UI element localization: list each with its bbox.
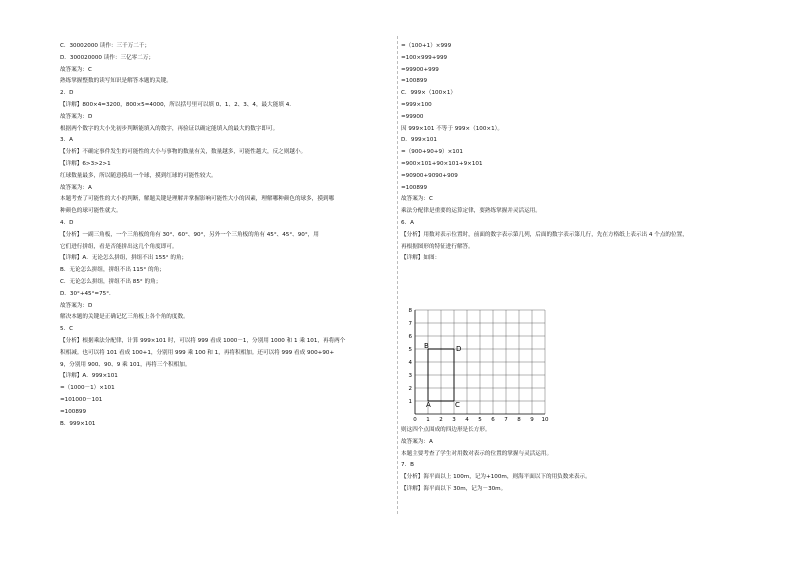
left-column-line: 2．D — [60, 90, 74, 97]
right-column-bottom-line: 【分析】海平面以上 100m，记为+100m，则海平面以下的用负数来表示。 — [401, 474, 591, 481]
y-tick-label: 1 — [408, 399, 412, 405]
left-column-line: 5．C — [60, 326, 74, 333]
left-column-line: 4．D — [60, 220, 74, 226]
x-tick-label: 5 — [478, 417, 482, 423]
right-column-bottom-line: 故答案为：A — [401, 438, 433, 445]
right-column-top-line: 6．A — [401, 220, 414, 226]
left-column-line: 【分析】根据乘法分配律，计算 999×101 时，可以将 999 看成 1000－1，分别用 1000 和 1 乘 101，再将两个 — [60, 338, 346, 344]
left-column-line: 熟练掌握整数的读写知识是解答本题的关键。 — [60, 78, 172, 85]
right-column-bottom-line: 7．B — [401, 462, 414, 469]
y-tick-label: 8 — [408, 308, 412, 314]
right-column-top-line: 【分析】用数对表示位置时，前面的数字表示第几列，后面的数字表示第几行，先在方格纸上表示出 4 个点的位置， — [401, 231, 688, 238]
left-column-line: 3．A — [60, 137, 73, 144]
right-column-top-line: 因 999×101 不等于 999×（100×1）。 — [401, 125, 504, 132]
right-column-top-line: =999×100 — [401, 102, 432, 108]
left-column-line: C．30002000 读作：三千万二千； — [60, 43, 151, 49]
column-divider — [397, 36, 398, 514]
right-column-bottom-line: 本题主要考查了学生对用数对表示的位置的掌握与灵活运用。 — [401, 450, 553, 457]
left-column-line: =（1000－1）×101 — [60, 385, 115, 392]
right-column-top-line: 故答案为：C — [401, 196, 433, 203]
right-column-top-line: =（100+1）×999 — [401, 43, 452, 49]
y-tick-label: 5 — [408, 347, 412, 353]
right-column-top-line: C．999×（100×1） — [401, 90, 456, 97]
left-column-line: =101000－101 — [60, 397, 103, 403]
right-column-top-line: =100×999+999 — [401, 54, 448, 61]
y-tick-label: 4 — [408, 360, 412, 366]
coordinate-grid-figure — [401, 304, 551, 428]
right-column-top-line: =900×101+90×101+9×101 — [401, 161, 483, 167]
left-column-line: 【详解】6>3>2>1 — [60, 161, 111, 167]
point-label-a: A — [426, 401, 431, 409]
x-tick-label: 2 — [439, 417, 443, 423]
y-tick-label: 7 — [408, 321, 412, 327]
right-column-top-line: =90900+9090+909 — [401, 172, 458, 179]
y-tick-label: 2 — [408, 386, 412, 392]
left-column-line: D．300020000 读作：三亿零二万； — [60, 54, 155, 61]
right-column-bottom-line: 【详解】海平面以下 30m，记为－30m。 — [401, 486, 507, 492]
left-column-line: 【详解】A．999×101 — [60, 373, 118, 380]
left-column-line: 故答案为：A — [60, 184, 92, 191]
left-column-line: 故答案为：C — [60, 66, 92, 73]
left-column-line: 红球数量最多，所以随意摸出一个球，摸到红球的可能性较大。 — [60, 172, 217, 179]
right-column-bottom-line: 则这四个点围成的四边形是长方形。 — [401, 427, 491, 433]
left-column-line: 【分析】不确定事件发生的可能性的大小与事物的数量有关，数量越多，可能性越大，反之则越小。 — [60, 149, 307, 156]
point-label-b: B — [424, 342, 429, 350]
x-tick-label: 4 — [465, 417, 469, 423]
left-column-line: 解决本题的关键是正确记忆三角板上各个角的度数。 — [60, 314, 189, 321]
left-column-line: D．30°+45°=75°． — [60, 290, 115, 297]
right-column-top-line: =（900+90+9）×101 — [401, 149, 463, 156]
left-column-line: B．无论怎么拼组，拼组不出 115° 的角； — [60, 267, 165, 274]
left-column-line: B．999×101 — [60, 420, 96, 427]
x-tick-label: 9 — [530, 417, 534, 423]
left-column-line: 9，分别用 900、90、9 乘 101，再将三个积相加。 — [60, 361, 191, 368]
left-column-line: C．无论怎么拼组，拼组不出 85° 的角； — [60, 279, 162, 285]
y-tick-label: 3 — [408, 373, 412, 379]
point-label-c: C — [455, 401, 460, 409]
left-column-line: 本题考查了可能性的大小的判断，解题关键是理解并掌握影响可能性大小的因素，理解哪种颜色的球多，摸到哪 — [60, 196, 335, 203]
x-tick-label: 7 — [504, 417, 508, 423]
left-column-line: 【详解】800×4=3200，800×5=4000，所以括号里可以填 0、1、2、3、4，最大能填 4. — [60, 102, 292, 108]
x-tick-label: 0 — [413, 417, 417, 423]
left-column-line: =100899 — [60, 408, 87, 415]
x-tick-label: 1 — [426, 417, 430, 423]
left-column-line: 它们进行拼组，看是否能拼出这几个角度即可。 — [60, 243, 178, 250]
right-column-top-line: =100899 — [401, 78, 428, 85]
left-column-line: 根据两个数字的大小先初步判断能填入的数字，再验证以确定能填入的最大的数字即可。 — [60, 125, 279, 132]
right-column-top-line: 乘法分配律是重要的运算定律，要熟练掌握并灵活运用。 — [401, 208, 541, 215]
left-column-line: 故答案为：D — [60, 302, 93, 309]
x-tick-label: 3 — [452, 417, 456, 423]
left-column-line: 故答案为：D — [60, 113, 93, 120]
x-tick-label: 10 — [541, 417, 549, 423]
right-column-top-line: =99900+999 — [401, 66, 439, 73]
left-column-line: 种颜色的球可能性就大。 — [60, 208, 122, 215]
right-column-top-line: D．999×101 — [401, 137, 437, 144]
point-label-d: D — [456, 345, 462, 353]
right-column-top-line: =99900 — [401, 113, 424, 120]
x-tick-label: 6 — [491, 417, 495, 423]
left-column-line: 积相减。也可以将 101 看成 100+1，分别用 999 乘 100 和 1，再将积相加。还可以将 999 看成 900+90+ — [60, 349, 335, 356]
y-tick-label: 6 — [408, 334, 412, 340]
right-column-top-line: 再根据图形的特征进行解答。 — [401, 243, 474, 250]
left-column-line: 【分析】一副三角板，一个三角板的角有 30°、60°、90°，另外一个三角板的角有 45°、45°、90°，用 — [60, 231, 319, 238]
left-column-line: 【详解】A．无论怎么拼组，拼组不出 155° 的角； — [60, 255, 188, 262]
x-tick-label: 8 — [517, 417, 521, 423]
right-column-top-line: =100899 — [401, 184, 428, 191]
right-column-top-line: 【详解】如图： — [401, 255, 441, 262]
